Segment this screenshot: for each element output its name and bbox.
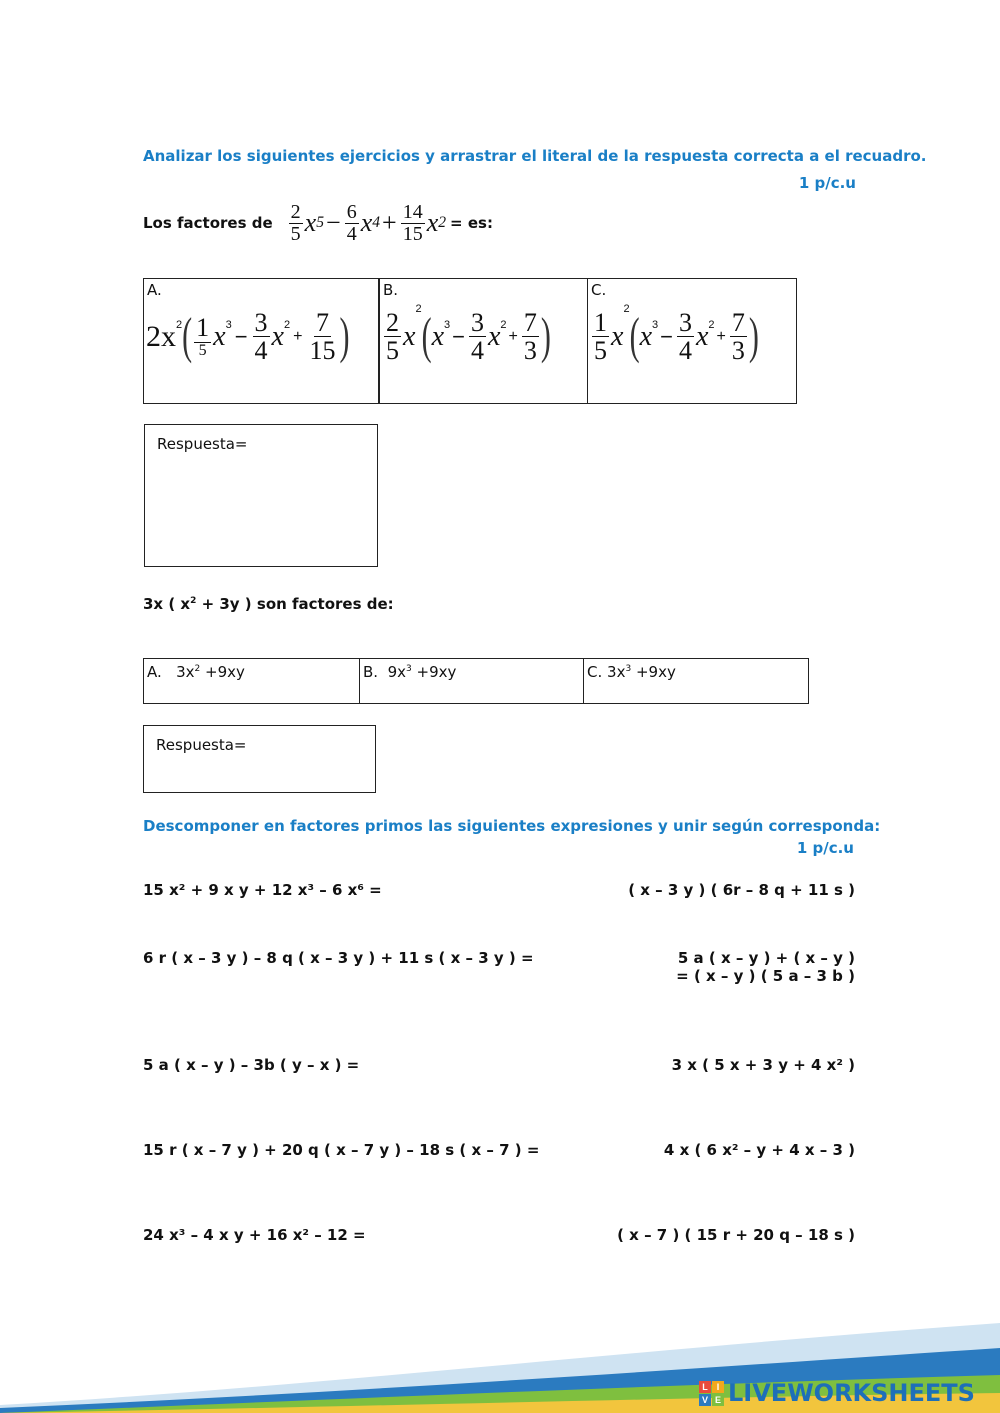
- question-1-prefix: Los factores de: [143, 214, 273, 232]
- option-a-expression: 2x $^2$ ( $\frac{1}{5}$ x $^3$ − $\frac{3}{4}$ x $^2$ + $\frac{7}{15}$ ): [146, 307, 350, 366]
- expression-item[interactable]: 15 x² + 9 x y + 12 x³ – 6 x⁶ =: [143, 881, 382, 899]
- factor-item[interactable]: ( x – 3 y ) ( 6r – 8 q + 11 s ): [628, 881, 855, 899]
- question-2-answer-box[interactable]: [143, 725, 376, 793]
- question-1-options-table: [143, 278, 797, 404]
- points-label: 1 p/c.u: [798, 174, 856, 192]
- option-b-expression: $\frac{2}{5}$ x 2 ( x $^3$ − $\frac{3}{4}$ x $^2$ + $\frac{7}{3}$ ): [386, 303, 551, 366]
- option-b-label: B.: [383, 281, 399, 299]
- instruction-heading-2: Descomponer en factores primos las siguientes expresiones y unir según corresponda:: [143, 817, 881, 835]
- factor-item[interactable]: 3 x ( 5 x + 3 y + 4 x² ): [671, 1056, 855, 1074]
- expression-item[interactable]: 5 a ( x – y ) – 3b ( y – x ) =: [143, 1056, 360, 1074]
- answer-label: Respuesta=: [156, 736, 247, 754]
- question-1-answer-box[interactable]: [144, 424, 378, 567]
- option-a-text: A. $3x^2 +9xy$: [147, 663, 245, 681]
- points-label-2: 1 p/c.u: [796, 839, 854, 857]
- logo-icon: L I V E: [699, 1381, 724, 1406]
- question-1-prompt: [143, 198, 493, 248]
- liveworksheets-logo: [699, 1379, 975, 1407]
- option-b-cell[interactable]: [380, 279, 588, 403]
- option-b-text: B. $9x^3 +9xy$: [363, 663, 457, 681]
- option-c-text: C. $3x^3 +9xy$: [587, 663, 676, 681]
- factor-item[interactable]: 4 x ( 6 x² – y + 4 x – 3 ): [663, 1141, 855, 1159]
- option-a-cell[interactable]: [144, 279, 380, 403]
- option-c-cell[interactable]: [588, 279, 796, 403]
- answer-label: Respuesta=: [157, 435, 248, 453]
- question-2-prompt: 3x ( $x^2 + 3y$ ) son factores de:: [143, 595, 394, 613]
- factor-item[interactable]: ( x – 7 ) ( 15 r + 20 q – 18 s ): [617, 1226, 855, 1244]
- expression-item[interactable]: 6 r ( x – 3 y ) – 8 q ( x – 3 y ) + 11 s ( x – 3 y ) =: [143, 949, 534, 967]
- question-1-expression: $\frac{2}{5}$ x 5 − $\frac{6}{4}$ x 4 + $\frac{14}{15}$ x 2: [290, 200, 447, 245]
- option-a-cell[interactable]: [144, 659, 360, 703]
- factor-item[interactable]: 5 a ( x – y ) + ( x – y ) = ( x – y ) ( 5 a – 3 b ): [676, 949, 855, 985]
- expression-item[interactable]: 24 x³ – 4 x y + 16 x² – 12 =: [143, 1226, 366, 1244]
- option-c-label: C.: [591, 281, 607, 299]
- option-c-cell[interactable]: [584, 659, 808, 703]
- option-c-expression: $\frac{1}{5}$ x 2 ( x $^3$ − $\frac{3}{4}$ x $^2$ + $\frac{7}{3}$ ): [594, 303, 759, 366]
- instruction-heading: Analizar los siguientes ejercicios y arrastrar el literal de la respuesta correcta a el recuadro.: [143, 147, 927, 165]
- option-a-label: A.: [147, 281, 162, 299]
- brand-name: LIVEWORKSHEETS: [728, 1379, 975, 1407]
- expression-item[interactable]: 15 r ( x – 7 y ) + 20 q ( x – 7 y ) – 18 s ( x – 7 ) =: [143, 1141, 540, 1159]
- option-b-cell[interactable]: [360, 659, 584, 703]
- question-2-options-table: [143, 658, 809, 704]
- question-1-suffix: = es:: [450, 214, 493, 232]
